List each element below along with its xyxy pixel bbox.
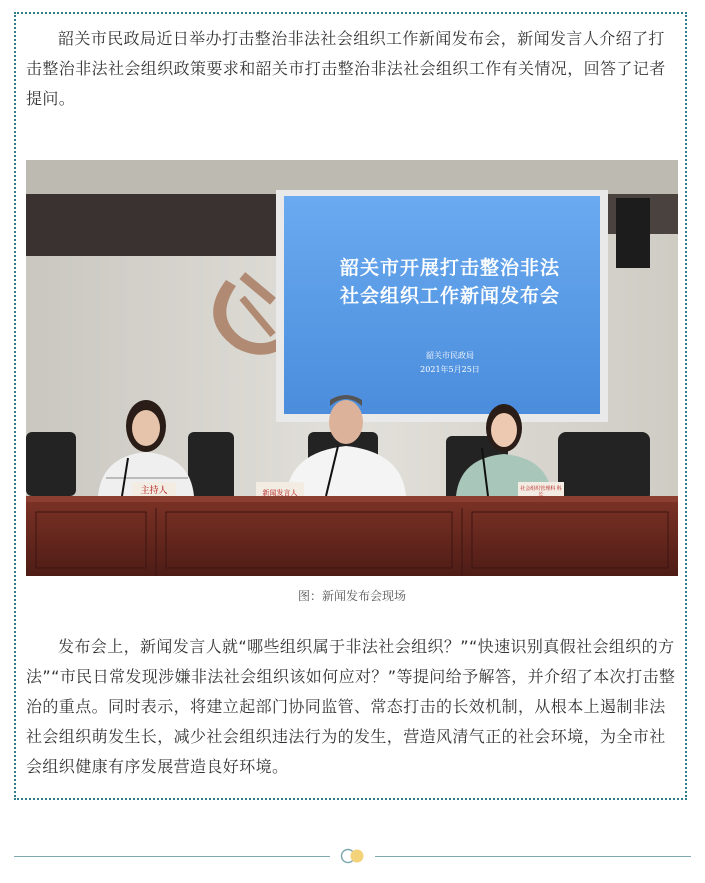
press-conference-photo [26,160,678,576]
screen-title [290,254,610,310]
nameplate-section-chief: 社会组织管理科 科长 [520,486,562,498]
divider-line-right [375,856,691,857]
screen-date: 2021年5月25日 [420,365,480,374]
body-paragraph: 发布会上，新闻发言人就“哪些组织属于非法社会组织？”“快速识别真假社会组织的方法”“市民日常发现涉嫌非法社会组织该如何应对？”等提问给予解答，并介绍了本次打击整治的重点。同时表示，将建立起部门协同监管、常态打击的长效机制，从根本上遏制非法社会组织萌发生长，减少社会组织违法行为的发生，营造风清气正的社会环境，为全市社会组织健康有序发展营造良好环境。 [26,637,676,776]
nameplate-host: 主持人 [140,486,168,496]
divider-line-left [14,856,330,857]
conference-table [26,496,678,576]
screen-organizer: 韶关市民政局 [426,351,474,360]
double-circle-ornament-icon [338,848,368,864]
intro-paragraph: 韶关市民政局近日举办打击整治非法社会组织工作新闻发布会，新闻发言人介绍了打击整治非法社会组织政策要求和韶关市打击整治非法社会组织工作有关情况，回答了记者提问。 [26,29,666,108]
wall-speaker [616,198,650,268]
photo-caption: 图：新闻发布会现场 [297,589,406,603]
screen-title-line2: 社会组织工作新闻发布会 [339,285,560,307]
screen-title-line1: 韶关市开展打击整治非法 [339,257,560,279]
nameplate-spokesperson: 新闻发言人 [262,489,298,497]
